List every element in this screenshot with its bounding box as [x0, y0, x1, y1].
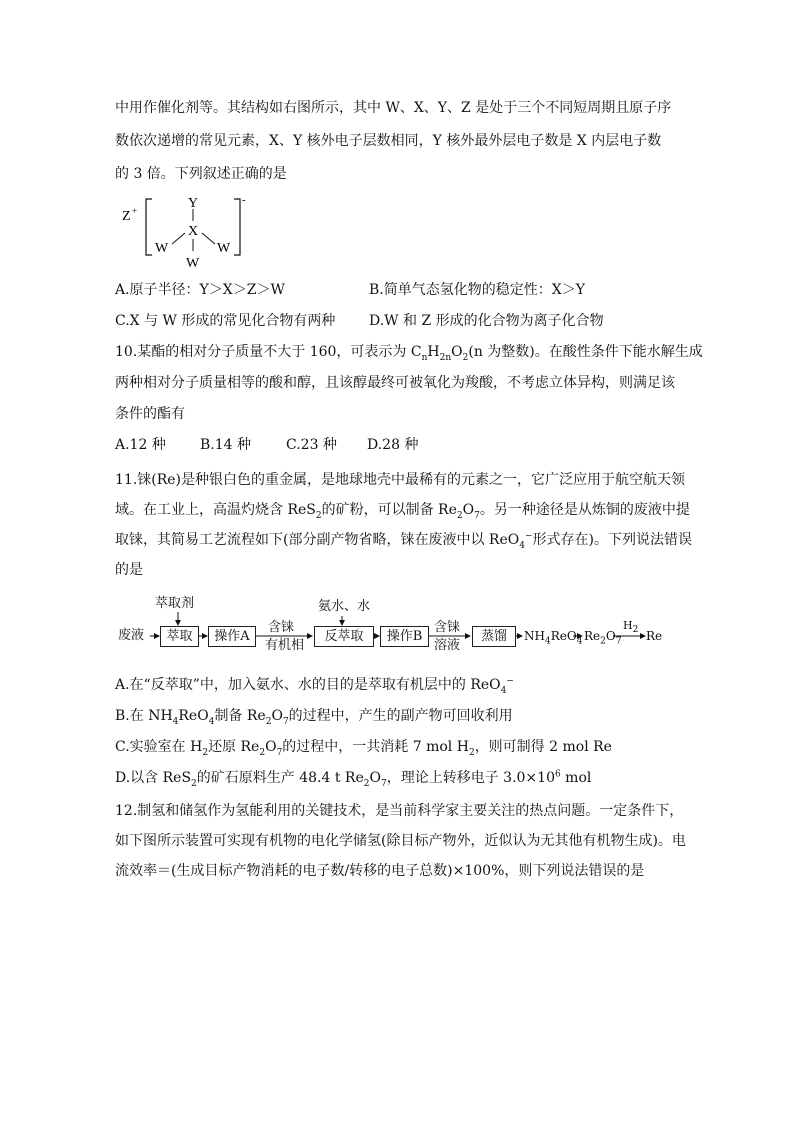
q10-line-1-text: 10.某酯的相对分子质量不大于 160，可表示为 C — [115, 344, 422, 360]
box-operation-b: 操作B — [380, 626, 429, 647]
q11-opt-b-a: B.在 NH — [115, 708, 173, 724]
q11-opt-c-e: ，则可制得 2 mol Re — [474, 739, 612, 755]
q11-sub-2a: 2 — [315, 510, 322, 521]
q11-option-a — [115, 675, 514, 695]
q11-opt-c-sub2: 2 — [259, 747, 266, 758]
q9-option-d: D.W 和 Z 形成的化合物为离子化合物 — [369, 313, 604, 329]
p2-sub-2: 2 — [600, 636, 606, 647]
q11-sup-minus: − — [524, 531, 533, 542]
p1-nh: NH — [524, 629, 545, 643]
q11-opt-c-sub4: 2 — [468, 747, 475, 758]
q11-opt-b-b: ReO — [178, 708, 209, 724]
box-operation-a: 操作A — [208, 626, 256, 647]
q11-opt-a-sub: 4 — [500, 685, 507, 696]
atom-w-left: W — [155, 241, 169, 256]
q11-line-1: 11.铼(Re)是种银白色的重金属，是地球地壳中最稀有的元素之一，它广泛应用于航空航天领 — [115, 472, 686, 488]
q10-line-3: 条件的酯有 — [115, 406, 185, 422]
process-flow-diagram — [115, 596, 663, 656]
box-distillation: 蒸馏 — [472, 626, 516, 647]
atom-x: X — [188, 224, 199, 239]
q9-line-1: 中用作催化剂等。其结构如右图所示，其中 W、X、Y、Z 是处于三个不同短周期且原子序 — [115, 100, 672, 116]
q10-line-1 — [115, 342, 703, 362]
q10-option-a: A.12 种 — [115, 437, 166, 453]
q11-line-2-d: 。另一种途径是从炼铜的废液中提 — [479, 502, 690, 518]
q11-opt-b-sub1: 4 — [172, 716, 179, 727]
p2-re: Re — [584, 629, 601, 643]
box-back-extraction: 反萃取 — [314, 626, 374, 647]
q11-line-2-b: 的矿粉，可以制备 Re — [321, 502, 457, 518]
q11-opt-c-sub3: 7 — [276, 747, 283, 758]
q11-opt-b-sub4: 7 — [282, 716, 289, 727]
q11-opt-c-b: 还原 Re — [208, 739, 260, 755]
q11-sub-7: 7 — [474, 510, 480, 521]
q9-option-a: A.原子半径：Y＞X＞Z＞W — [115, 282, 285, 298]
mid1-top: 含铼 — [268, 620, 295, 635]
q11-opt-c-d: 的过程中，一共消耗 7 mol H — [282, 739, 469, 755]
mid2-top: 含铼 — [434, 620, 461, 635]
q11-sub-2b: 2 — [456, 510, 463, 521]
q11-opt-b-c: 制备 Re — [214, 708, 266, 724]
q11-opt-b-sub3: 2 — [265, 716, 272, 727]
product-nh4reo4 — [524, 628, 583, 647]
q11-opt-d-d: ，理论上转移电子 3.0×10 — [386, 770, 555, 786]
q10-h: H — [427, 344, 440, 360]
z-cation: Z — [122, 209, 131, 224]
q11-opt-d-e: mol — [560, 770, 592, 786]
q12-line-3: 流效率＝(生成目标产物消耗的电子数/转移的电子总数)×100%，则下列说法错误的是 — [115, 863, 645, 879]
p1-sub-4: 4 — [544, 636, 551, 647]
q11-opt-d-a: D.以含 ReS — [115, 770, 192, 786]
q11-opt-c-sub1: 2 — [202, 747, 209, 758]
q10-line-2: 两种相对分子质量相等的酸和醇，且该醇最终可被氧化为羧酸，不考虑立体异构，则满足该 — [115, 375, 675, 391]
q10-sub-n: n — [421, 352, 428, 363]
q11-opt-d-sub1: 2 — [191, 778, 197, 789]
q10-line-1-rest: (n 为整数)。在酸性条件下能水解生成 — [468, 344, 703, 360]
reagent-h2 — [623, 618, 638, 634]
q10-o: O — [451, 344, 463, 360]
structure-svg — [122, 193, 252, 273]
q11-line-3-b: 形式存在)。下列说法错误 — [532, 532, 692, 548]
q12-line-1: 12.制氢和储氢作为氢能利用的关键技术，是当前科学家主要关注的热点问题。一定条件下， — [115, 803, 684, 819]
structure-diagram — [122, 193, 252, 273]
q11-option-b — [115, 706, 513, 726]
q11-opt-c-c: O — [265, 739, 277, 755]
q11-opt-d-sup: 6 — [554, 769, 561, 780]
z-charge: + — [132, 206, 138, 216]
anion-charge: - — [242, 194, 246, 206]
q9-option-c: C.X 与 W 形成的常见化合物有两种 — [115, 313, 336, 329]
q11-line-2-c: O — [462, 502, 475, 518]
atom-w-bottom: W — [186, 256, 200, 271]
q11-opt-b-d: O — [271, 708, 283, 724]
q11-line-3-a: 取铼，其简易工艺流程如下(部分副产物省略，铼在废液中以 ReO — [115, 532, 520, 548]
p2-sub-7: 7 — [615, 636, 622, 647]
p1-reo: ReO — [550, 629, 577, 643]
q11-opt-a-sup: − — [506, 676, 514, 687]
h2-sub-2: 2 — [632, 625, 639, 636]
q10-sub-2n: 2n — [439, 352, 452, 363]
q11-option-c — [115, 737, 612, 757]
q11-line-2-a: 域。在工业上，高温灼烧含 ReS — [115, 502, 316, 518]
q12-line-2: 如下图所示装置可实现有机物的电化学储氢(除目标产物外，近似认为无其他有机物生成)。电 — [115, 833, 686, 849]
mid1-bottom: 有机相 — [265, 638, 305, 653]
atom-y: Y — [188, 196, 199, 211]
q11-opt-c-a: C.实验室在 H — [115, 739, 203, 755]
q11-line-4: 的是 — [115, 562, 143, 578]
reagent-extractant: 萃取剂 — [155, 596, 195, 611]
product-re: Re — [646, 629, 663, 643]
flow-start-waste: 废液 — [118, 628, 145, 643]
p2-o: O — [605, 629, 616, 643]
q10-option-c: C.23 种 — [286, 437, 337, 453]
product-re2o7 — [584, 628, 622, 647]
q10-option-d: D.28 种 — [367, 437, 419, 453]
q11-opt-d-b: 的矿石原料生产 48.4 t Re — [196, 770, 364, 786]
q11-sub-4: 4 — [519, 540, 525, 551]
q11-line-2 — [115, 500, 690, 520]
q11-line-3 — [115, 530, 692, 550]
q11-opt-a-text: A.在“反萃取”中，加入氨水、水的目的是萃取有机层中的 ReO — [115, 677, 501, 693]
q9-option-b: B.简单气态氢化物的稳定性：X＞Y — [369, 282, 585, 298]
atom-w-right: W — [217, 241, 231, 256]
q9-line-3: 的 3 倍。下列叙述正确的是 — [115, 166, 287, 182]
q11-opt-b-e: 的过程中，产生的副产物可回收利用 — [288, 708, 513, 724]
q11-opt-b-sub2: 4 — [208, 716, 215, 727]
q11-opt-d-sub2: 2 — [363, 778, 370, 789]
box-extraction: 萃取 — [160, 626, 199, 647]
q11-opt-d-sub3: 7 — [380, 778, 387, 789]
q10-sub-2: 2 — [462, 352, 469, 363]
p1-sub-4b: 4 — [576, 636, 583, 647]
q11-opt-d-c: O — [369, 770, 381, 786]
q9-line-2: 数依次递增的常见元素，X、Y 核外电子层数相同，Y 核外最外层电子数是 X 内层电子数 — [115, 133, 662, 149]
q10-option-b: B.14 种 — [200, 437, 252, 453]
h2-h: H — [623, 619, 633, 632]
q11-option-d — [115, 768, 591, 788]
reagent-ammonia-water: 氨水、水 — [318, 599, 371, 614]
mid2-bottom: 溶液 — [434, 638, 461, 653]
